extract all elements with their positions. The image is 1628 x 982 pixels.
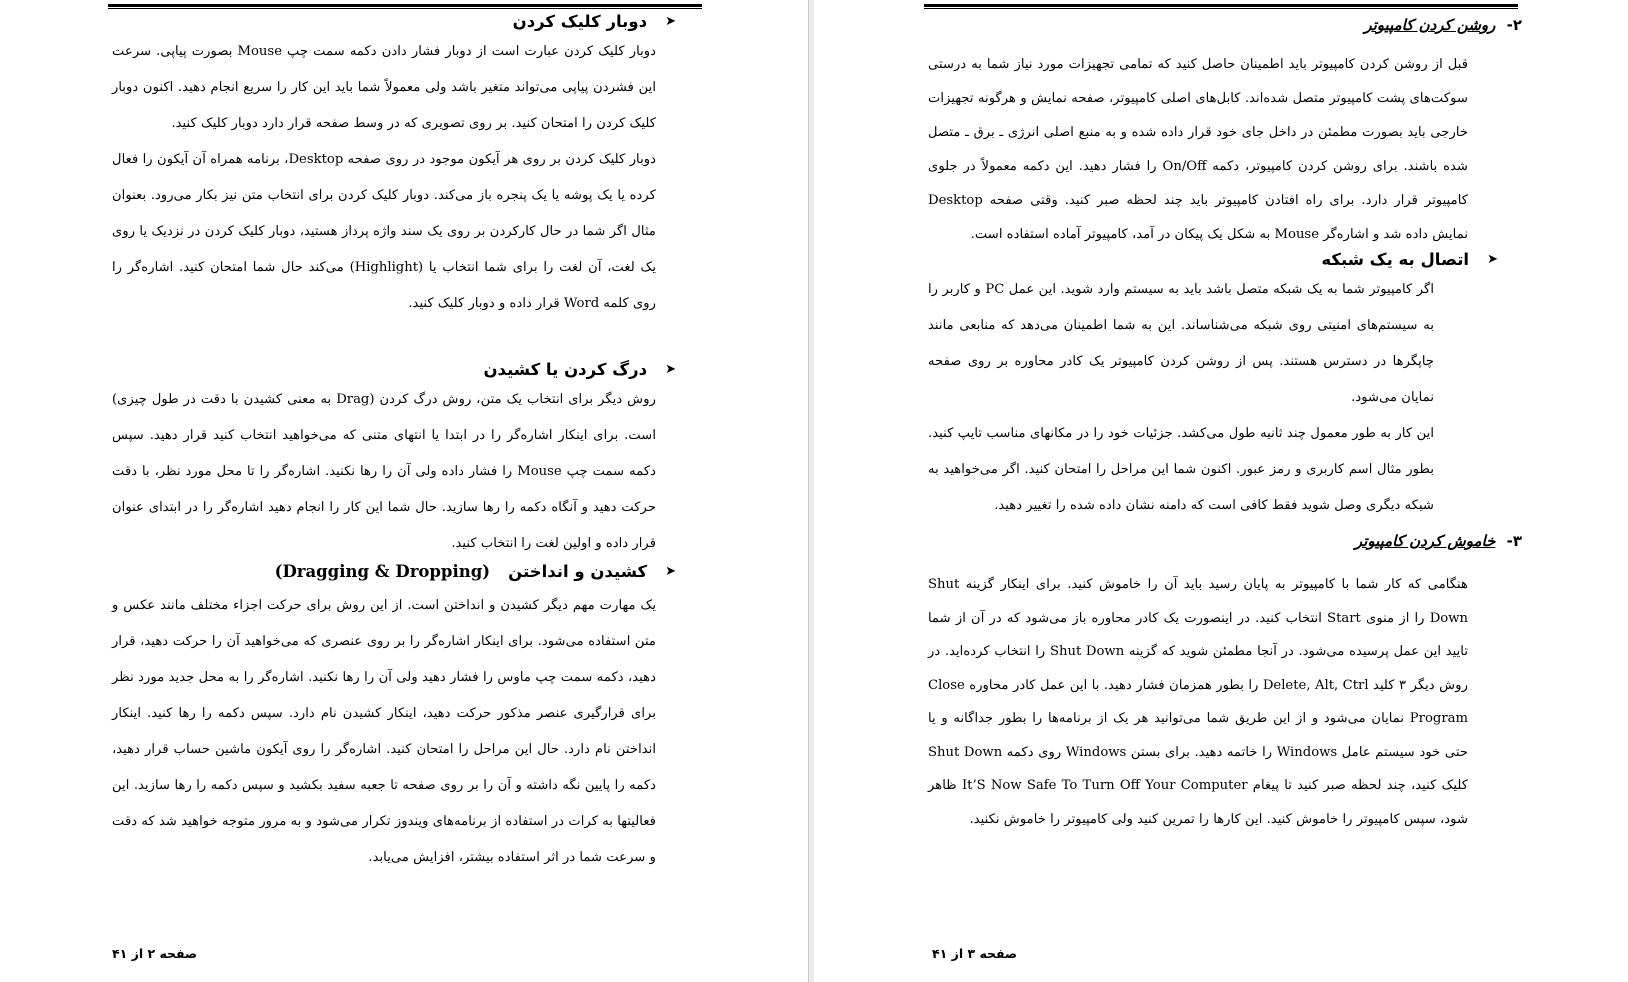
heading-arrow-icon: ➤ bbox=[1487, 252, 1498, 267]
section-body bbox=[112, 382, 656, 562]
paragraph: قبل از روشن کردن کامپیوتر باید اطمینان حاصل کنید که تمامی تجهیزات مورد نیاز شما به درستی سوکت‌های پشت کامپیوتر متصل شده‌اند. کابل‌های اصلی کامپیوتر، صفحه نمایش و هرگونه تجهیزات خارجی باید بصورت مطمئن در داخل جای خود قرار داده شده و به منبع اصلی انرژی ـ برق ـ متصل شده باشند. برای روشن کردن کامپیوتر، دکمه On/Off را فشار دهید. این دکمه معمولاً در جلوی کامپیوتر قرار دارد. برای راه افتادن کامپیوتر باید چند لحظه صبر کنید. وقتی صفحه Desktop نمایش داده شد و اشاره‌گر Mouse به شکل یک پیکان در آمد، کامپیوتر آماده استفاده است. bbox=[928, 57, 1468, 242]
numbered-heading bbox=[1355, 532, 1522, 550]
section-heading bbox=[1321, 250, 1498, 269]
page-top-rule bbox=[924, 4, 1518, 9]
numbered-heading-text: روشن کردن کامپیوتر bbox=[1364, 16, 1496, 34]
page-footer: صفحه ۳ از ۴۱ bbox=[932, 946, 1018, 961]
heading-arrow-icon: ➤ bbox=[665, 564, 676, 579]
paragraph: این کار به طور معمول چند ثانیه طول می‌کشد. جزئیات خود را در مکانهای مناسب تایپ کنید. بطور مثال اسم کاربری و رمز عبور. اکنون شما این مراحل را امتحان کنید. اگر می‌خواهید به شبکه دیگری وصل شوید فقط کافی است که دامنه نشان داده شده را تغییر دهید. bbox=[928, 426, 1434, 513]
heading-number: ۳- bbox=[1506, 532, 1522, 550]
paragraph: هنگامی که کار شما با کامپیوتر به پایان رسید باید آن را خاموش کنید. برای اینکار گزینه Shut Down را از منوی Start انتخاب کنید. در اینصورت یک کادر محاوره باز می‌شود که در آن از شما تایید این عمل پرسیده می‌شود. در آنجا مطمئن شوید که گزینه Shut Down را انتخاب کرده‌اید. در روش دیگر ۳ کلید Delete, Alt, Ctrl را بطور همزمان فشار دهید. با این عمل کادر محاوره Close Program نمایان می‌شود و از این طریق شما می‌توانید هر یک از برنامه‌ها را بطور جداگانه و یا حتی خود سیستم عامل Windows را خاتمه دهید. برای بستن Windows روی دکمه Shut Down کلیک کنید، چند لحظه صبر کنید تا پیغام It’S Now Safe To Turn Off Your Computer ظاهر شود، سپس کامپیوتر را خاموش کنید. این کارها را تمرین کنید ولی کامپیوتر را خاموش نکنید. bbox=[928, 577, 1469, 827]
right-page bbox=[814, 0, 1628, 982]
section-heading-text: درگ کردن یا کشیدن bbox=[483, 360, 648, 379]
paragraph: دوبار کلیک کردن بر روی هر آیکون موجود در روی صفحه Desktop، برنامه همراه آن آیکون را فعال کرده یا یک پوشه یا یک پنجره باز می‌کند. دوبار کلیک کردن برای انتخاب متن نیز بکار می‌رود. بعنوان مثال اگر شما در حال کارکردن بر روی یک سند واژه پرداز هستید، دوبار کلیک کردن در نزدیک یا روی یک لغت، آن لغت را برای شما انتخاب یا (Highlight) می‌کند حال شما امتحان کنید. اشاره‌گر را روی کلمه Word قرار داده و دوبار کلیک کنید. bbox=[112, 152, 656, 311]
section-heading-text: دوبار کلیک کردن bbox=[512, 12, 648, 31]
section-heading bbox=[513, 12, 676, 31]
section-heading bbox=[275, 562, 676, 581]
paragraph: دوبار کلیک کردن عبارت است از دوبار فشار دادن دکمه سمت چپ Mouse بصورت پیاپی. سرعت این فشردن پیاپی می‌تواند متغیر باشد ولی معمولاً شما باید این کار را سریع انجام دهید. اکنون دوبار کلیک کردن را امتحان کنید. بر روی تصویری که در وسط صفحه قرار دارد دوبار کلیک کنید. bbox=[112, 44, 656, 131]
heading-arrow-icon: ➤ bbox=[665, 362, 676, 377]
section-heading-latin: (Dragging & Dropping) bbox=[274, 562, 491, 581]
section-heading bbox=[483, 360, 676, 379]
heading-number: ۲- bbox=[1506, 16, 1522, 34]
numbered-heading-text: خاموش کردن کامپیوتر bbox=[1354, 532, 1496, 550]
page-top-rule bbox=[108, 4, 702, 9]
section-body bbox=[928, 272, 1434, 524]
section-body bbox=[928, 48, 1468, 252]
paragraph: یک مهارت مهم دیگر کشیدن و انداختن است. از این روش برای حرکت اجزاء مختلف مانند عکس و متن استفاده می‌شود. برای اینکار اشاره‌گر را بر روی عنصری که می‌خواهید آن را حرکت دهید، قرار دهید، دکمه سمت چپ ماوس را فشار دهید ولی آن را رها نکنید. اشاره‌گر را به محل جدید مورد نظر برای قرارگیری عنصر مذکور حرکت دهید، اینکار کشیدن نام دارد. سپس دکمه را رها کنید. اینکار انداختن نام دارد. حال این مراحل را امتحان کنید. اشاره‌گر را روی آیکون ماشین حساب قرار دهید، دکمه را پایین نگه داشته و آن را بر روی صفحه تا جعبه سفید بکشید و سپس دکمه را رها سازید. این فعالیتها به کرات در استفاده از برنامه‌های ویندوز تکرار می‌شود و به مرور متوجه خواهید شد که دقت و سرعت شما در اثر استفاده بیشتر، افزایش می‌یابد. bbox=[112, 598, 656, 865]
paragraph: روش دیگر برای انتخاب یک متن، روش درگ کردن (Drag به معنی کشیدن با دقت در طول چیزی) است. برای اینکار اشاره‌گر را در ابتدا یا انتهای متنی که می‌خواهید انتخاب کنید قرار دهید. سپس دکمه سمت چپ Mouse را فشار داده ولی آن را رها نکنید. اشاره‌گر را تا محل مورد نظر، با دقت حرکت دهید و آنگاه دکمه را رها سازید. حال شما این کار را انجام دهید اشاره‌گر را در ابتدای عنوان قرار داده و اولین لغت را انتخاب کنید. bbox=[112, 392, 656, 551]
section-body bbox=[112, 34, 656, 322]
left-page bbox=[0, 0, 808, 982]
section-heading-text: کشیدن و انداختن bbox=[508, 562, 648, 581]
section-body bbox=[112, 588, 656, 876]
section-body bbox=[928, 568, 1468, 836]
numbered-heading bbox=[1364, 16, 1522, 34]
heading-arrow-icon: ➤ bbox=[665, 14, 676, 29]
section-heading-text: اتصال به یک شبکه bbox=[1321, 250, 1470, 269]
paragraph: اگر کامپیوتر شما به یک شبکه متصل باشد باید به سیستم وارد شوید. این عمل PC و کاربر را به سیستم‌های امنیتی روی شبکه می‌شناساند. این به شما اطمینان می‌دهد که منابعی مانند چاپگرها در دسترس هستند. پس از روشن کردن کامپیوتر یک کادر محاوره بر روی صفحه نمایان می‌شود. bbox=[928, 282, 1434, 405]
page-footer: صفحه ۲ از ۴۱ bbox=[112, 946, 198, 961]
